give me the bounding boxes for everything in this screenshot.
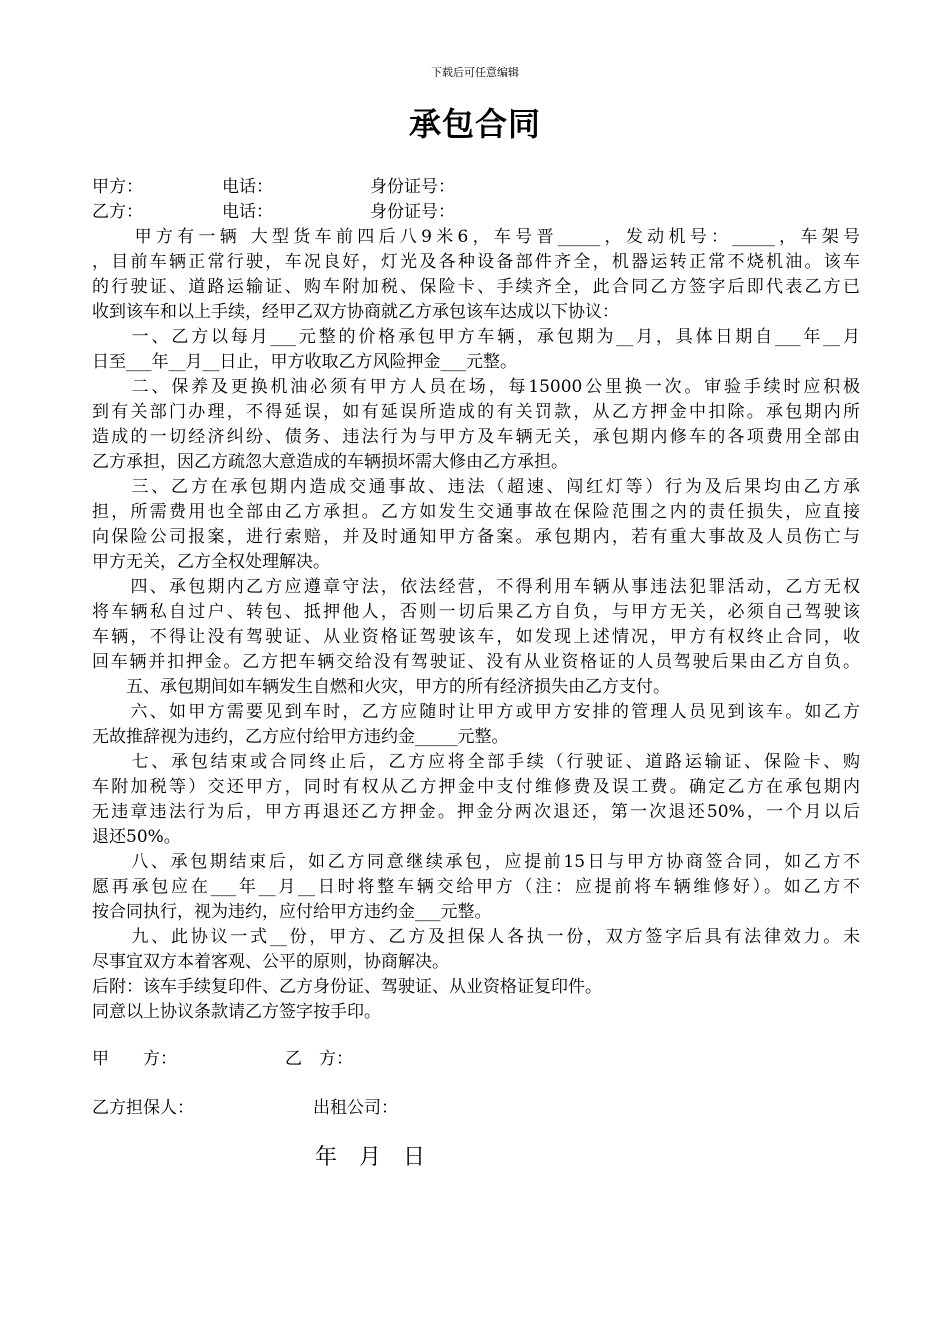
clause-line: 三、乙方在承包期内造成交通事故、违法（超速、闯红灯等）行为及后果均由乙方承 — [92, 477, 860, 497]
clause-line: 无故推辞视为违约，乙方应付给甲方违约金_____元整。 — [92, 727, 509, 747]
clause-line: 造成的一切经济纠纷、债务、违法行为与甲方及车辆无关，承包期内修车的各项费用全部由 — [92, 427, 860, 447]
clause-line: 九、此协议一式__份，甲方、乙方及担保人各执一份，双方签字后具有法律效力。未 — [92, 927, 860, 947]
contract-body — [92, 175, 860, 1025]
party-b-signature-label: 乙 方： — [285, 1049, 353, 1069]
signing-date: 年 月 日 — [315, 1145, 426, 1170]
clause-line: 日至___年__月__日止，甲方收取乙方风险押金___元整。 — [92, 352, 517, 372]
clause-line: 将车辆私自过户、转包、抵押他人，否则一切后果乙方自负，与甲方无关，必须自己驾驶该 — [92, 602, 860, 622]
party-row-b — [92, 200, 860, 225]
party-row-a — [92, 175, 860, 200]
clause-line: 按合同执行，视为违约，应付给甲方违约金___元整。 — [92, 902, 492, 922]
clause-line: 到有关部门办理，不得延误，如有延误所造成的有关罚款，从乙方押金中扣除。承包期内所 — [92, 402, 860, 422]
clause-line: 愿再承包应在___年__月__日时将整车辆交给甲方（注：应提前将车辆维修好）。如乙方不 — [92, 877, 860, 897]
party-b-id-label: 身份证号： — [370, 202, 455, 222]
clause-line: 七、承包结束或合同终止后，乙方应将全部手续（行驶证、道路运输证、保险卡、购 — [92, 752, 860, 772]
clause-line: 甲方无关，乙方全权处理解决。 — [92, 552, 330, 572]
header-note: 下载后可任意编辑 — [431, 66, 519, 79]
clause-line: 无违章违法行为后，甲方再退还乙方押金。押金分两次退还，第一次退还50%，一个月以后 — [92, 802, 860, 822]
clause-line: 甲方有一辆 大型货车前四后八9米6，车号晋_____，发动机号：_____，车架号 — [92, 227, 860, 247]
clause-line: 向保险公司报案，进行索赔，并及时通知甲方备案。承包期内，若有重大事故及人员伤亡与 — [92, 527, 860, 547]
clause-line: 回车辆并扣押金。乙方把车辆交给没有驾驶证、没有从业资格证的人员驾驶后果由乙方自负。 — [92, 652, 860, 672]
clause-line: 一、乙方以每月___元整的价格承包甲方车辆，承包期为__月，具体日期自___年__月 — [92, 327, 860, 347]
clause-line: 后附：该车手续复印件、乙方身份证、驾驶证、从业资格证复印件。 — [92, 977, 602, 997]
clause-line: ，目前车辆正常行驶，车况良好，灯光及各种设备部件齐全，机器运转正常不烧机油。该车 — [92, 252, 860, 272]
contract-clauses — [92, 225, 860, 1025]
clause-line: 五、承包期间如车辆发生自燃和火灾，甲方的所有经济损失由乙方支付。 — [92, 677, 670, 697]
party-b-phone-label: 电话： — [222, 202, 273, 222]
clause-line: 退还50%。 — [92, 827, 181, 847]
clause-line: 四、承包期内乙方应遵章守法，依法经营，不得利用车辆从事违法犯罪活动，乙方无权 — [92, 577, 860, 597]
clause-line: 二、保养及更换机油必须有甲方人员在场，每15000公里换一次。审验手续时应积极 — [92, 377, 860, 397]
clause-line: 乙方承担，因乙方疏忽大意造成的车辆损坏需大修由乙方承担。 — [92, 452, 568, 472]
party-a-signature-label: 甲 方： — [92, 1049, 177, 1069]
clause-line: 八、承包期结束后，如乙方同意继续承包，应提前15日与甲方协商签合同，如乙方不 — [92, 852, 860, 872]
party-a-label: 甲方： — [92, 177, 143, 197]
party-b-label: 乙方： — [92, 202, 143, 222]
party-a-id-label: 身份证号： — [370, 177, 455, 197]
guarantor-signature-label: 乙方担保人： — [92, 1098, 194, 1118]
clause-line: 担，所需费用也全部由乙方承担。乙方如发生交通事故在保险范围之内的责任损失，应直接 — [92, 502, 860, 522]
clause-line: 六、如甲方需要见到车时，乙方应随时让甲方或甲方安排的管理人员见到该车。如乙方 — [92, 702, 860, 722]
clause-line: 的行驶证、道路运输证、购车附加税、保险卡、手续齐全，此合同乙方签字后即代表乙方已 — [92, 277, 860, 297]
party-a-phone-label: 电话： — [222, 177, 273, 197]
clause-line: 同意以上协议条款请乙方签字按手印。 — [92, 1002, 381, 1022]
clause-line: 车辆，不得让没有驾驶证、从业资格证驾驶该车，如发现上述情况，甲方有权终止合同，收 — [92, 627, 860, 647]
clause-line: 收到该车和以上手续，经甲乙双方协商就乙方承包该车达成以下协议： — [92, 302, 619, 322]
clause-line: 尽事宜双方本着客观、公平的原则，协商解决。 — [92, 952, 449, 972]
rental-company-signature-label: 出租公司： — [313, 1098, 398, 1118]
clause-line: 车附加税等）交还甲方，同时有权从乙方押金中支付维修费及误工费。确定乙方在承包期内 — [92, 777, 860, 797]
page-title: 承包合同 — [408, 105, 541, 143]
